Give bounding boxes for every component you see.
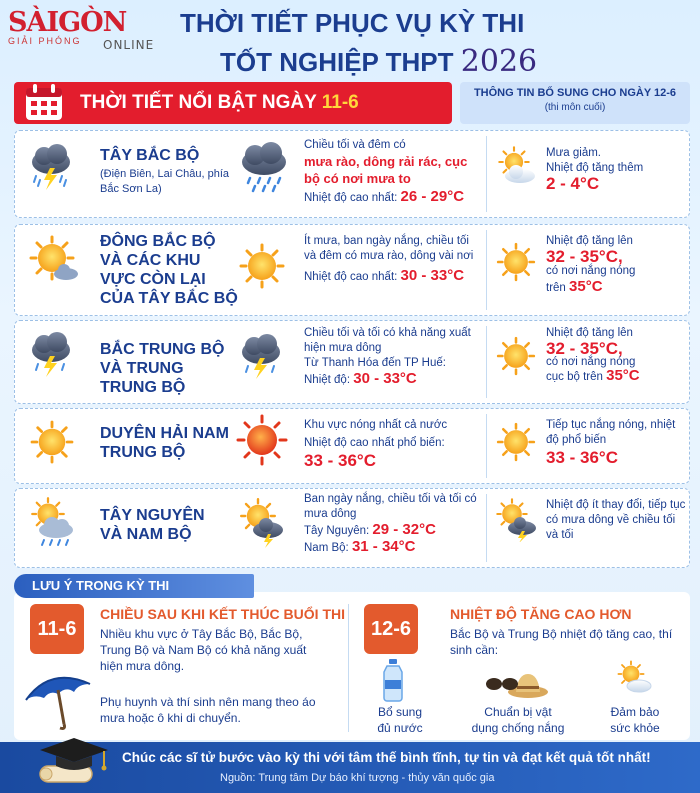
extra-text-2: có nơi nắng nóng cục bộ trên 35°C — [546, 356, 640, 384]
water-bottle-icon — [380, 658, 406, 702]
calendar-icon — [364, 604, 418, 654]
extra-highlight: 32 - 35°C, — [546, 247, 623, 266]
sun-rain-cloud-icon — [26, 494, 78, 550]
rain-cloud-icon — [236, 140, 292, 194]
sun-icon — [494, 420, 538, 464]
banner-title — [80, 92, 359, 114]
sun-icon — [28, 418, 76, 466]
forecast-block — [304, 326, 484, 388]
banner-label: THỜI TIẾT NỔI BẬT NGÀY — [80, 92, 317, 113]
temp-line — [304, 189, 484, 206]
sun-storm-icon — [492, 498, 540, 542]
logo-sub: GIẢI PHÓNG — [8, 36, 82, 46]
title-year: 2026 — [460, 44, 538, 79]
footer-message: Chúc các sĩ tử bước vào kỳ thi với tâm thế bình tĩnh, tự tin và đạt kết quả tốt nhất! — [122, 750, 651, 765]
forecast-block — [304, 234, 484, 285]
extra-highlight: 32 - 35°C, — [546, 339, 623, 358]
extra-highlight: 2 - 4°C — [546, 174, 600, 193]
note-date: 11-6 — [37, 618, 77, 640]
extra-info — [546, 146, 686, 191]
notes-heading: LƯU Ý TRONG KỲ THI — [32, 578, 170, 593]
calendar-icon — [30, 604, 84, 654]
page-title-line2 — [180, 44, 700, 79]
temp-value-2: 31 - 34°C — [351, 538, 416, 555]
forecast-text: Ít mưa, ban ngày nắng, chiều tối và đêm có mưa rào, dông vài nơi — [304, 235, 474, 262]
divider — [486, 494, 487, 562]
extra-highlight: 33 - 36°C — [546, 448, 619, 467]
extra-text-2: có nơi nắng nóng trên 35°C — [546, 265, 636, 295]
divider — [486, 326, 487, 398]
forecast-text-2: Từ Thanh Hóa đến TP Huế: — [304, 357, 446, 369]
region-block — [100, 146, 230, 197]
divider — [348, 604, 349, 732]
storm-cloud-icon — [236, 332, 286, 380]
temp-label-2: Nam Bộ: — [304, 542, 349, 554]
region-sub: (Điện Biên, Lai Châu, phía Bắc Sơn La) — [100, 168, 230, 195]
forecast-text: Khu vực nóng nhất cả nước — [304, 419, 448, 431]
sun-icon — [236, 240, 288, 292]
temp-label: Tây Nguyên: — [304, 525, 370, 537]
extra-text: Nhiệt độ tăng lên — [546, 327, 633, 339]
tip-sun-protection: Chuẩn bị vật dụng chống nắng — [471, 705, 565, 735]
logo — [8, 8, 168, 56]
extra-info — [546, 418, 690, 465]
temp-line — [304, 268, 484, 285]
temp-line — [304, 522, 484, 539]
sun-cloud-icon — [614, 660, 654, 696]
banner-date: 11-6 — [321, 92, 359, 113]
forecast-block — [304, 418, 484, 468]
temp-line — [304, 371, 484, 388]
temp-label: Nhiệt độ: — [304, 374, 351, 386]
sun-icon — [494, 334, 538, 378]
extra-text: Tiếp tục nắng nóng, nhiệt độ phổ biến — [546, 419, 676, 446]
footer-source: Nguồn: Trung tâm Dự báo khí tượng - thủy văn quốc gia — [220, 772, 495, 784]
sun-icon — [494, 240, 538, 284]
extra-text: Nhiệt độ tăng lên — [546, 235, 633, 247]
temp-value: 29 - 32°C — [372, 521, 436, 538]
divider — [486, 230, 487, 310]
side-header-sub: (thi môn cuối) — [544, 102, 606, 113]
side-header — [460, 82, 690, 124]
region-name: ĐÔNG BẮC BỘ VÀ CÁC KHU VỰC CÒN LẠI CỦA TÂY BẮC BỘ — [100, 233, 238, 307]
hot-sun-icon — [236, 414, 288, 466]
extra-info — [546, 326, 686, 384]
extra-info: Nhiệt độ ít thay đổi, tiếp tục có mưa dông về chiều tối và tối — [546, 499, 686, 541]
temp-label: Nhiệt độ cao nhất: — [304, 271, 398, 283]
forecast-text: Chiều tối và đêm có — [304, 139, 406, 151]
extra-text-2: Nhiệt độ tăng thêm — [546, 162, 644, 174]
temp-line-2 — [304, 539, 484, 556]
temp-label: Nhiệt độ cao nhất: — [304, 192, 398, 204]
extra-text: Mưa giảm. — [546, 147, 601, 159]
region-name: TÂY NGUYÊN VÀ NAM BỘ — [100, 507, 205, 543]
page-title-line1: THỜI TIẾT PHỤC VỤ KỲ THI — [180, 8, 525, 38]
note-title: CHIỀU SAU KHI KẾT THÚC BUỔI THI — [100, 606, 345, 622]
storm-cloud-icon — [26, 142, 76, 194]
forecast-text: Ban ngày nắng, chiều tối và tối có mưa dông — [304, 493, 477, 520]
extra-highlight-2: 35°C — [606, 367, 640, 384]
sun-hat-glasses-icon — [484, 662, 550, 702]
tip-health: Đảm bảo sức khỏe — [610, 705, 660, 735]
temp-value: 30 - 33°C — [400, 267, 465, 284]
divider — [486, 136, 487, 212]
region-name: TÂY BẮC BỘ — [100, 147, 200, 164]
temp-value: 26 - 29°C — [400, 188, 465, 205]
note-date: 12-6 — [370, 618, 412, 640]
tip-water: Bổ sung đủ nước — [377, 705, 423, 735]
region-name: DUYÊN HẢI NAM TRUNG BỘ — [100, 425, 229, 461]
title-text: TỐT NGHIỆP THPT — [220, 47, 454, 77]
divider — [486, 414, 487, 478]
side-header-title: THÔNG TIN BỔ SUNG CHO NGÀY 12-6 — [473, 87, 677, 99]
graduation-cap-icon — [34, 732, 112, 790]
calendar-icon — [22, 80, 66, 124]
logo-main: SÀIGÒN — [8, 7, 127, 38]
note-text: Nhiều khu vực ở Tây Bắc Bộ, Bắc Bộ, Trung Bộ và Nam Bộ có khả năng xuất hiện mưa dông. — [100, 627, 307, 673]
sun-cloud-icon — [26, 232, 82, 288]
note-title: NHIỆT ĐỘ TĂNG CAO HƠN — [450, 606, 632, 622]
note-text: Bắc Bộ và Trung Bộ nhiệt độ tăng cao, thí sinh cần: — [450, 627, 673, 657]
temp-value: 30 - 33°C — [353, 370, 417, 387]
forecast-block — [304, 138, 484, 206]
logo-online: ONLINE — [103, 38, 155, 52]
extra-info — [546, 234, 686, 296]
forecast-block — [304, 492, 484, 556]
umbrella-icon — [20, 662, 96, 732]
extra-highlight-2: 35°C — [569, 278, 603, 295]
storm-cloud-icon — [26, 330, 76, 378]
note-text-2: Phụ huynh và thí sinh nên mang theo áo mưa hoặc ô khi di chuyển. — [100, 695, 316, 725]
sun-storm-icon — [236, 496, 288, 548]
forecast-highlight: mưa rào, dông rải rác, cục bộ có nơi mưa to — [304, 154, 468, 186]
temp-label: Nhiệt độ cao nhất phổ biến: — [304, 437, 445, 449]
temp-value: 33 - 36°C — [304, 451, 377, 470]
forecast-text: Chiều tối và tối có khả năng xuất hiện mưa dông — [304, 327, 471, 354]
sun-cloud-icon — [494, 146, 538, 186]
region-name: BẮC TRUNG BỘ VÀ TRUNG TRUNG BỘ — [100, 341, 225, 396]
